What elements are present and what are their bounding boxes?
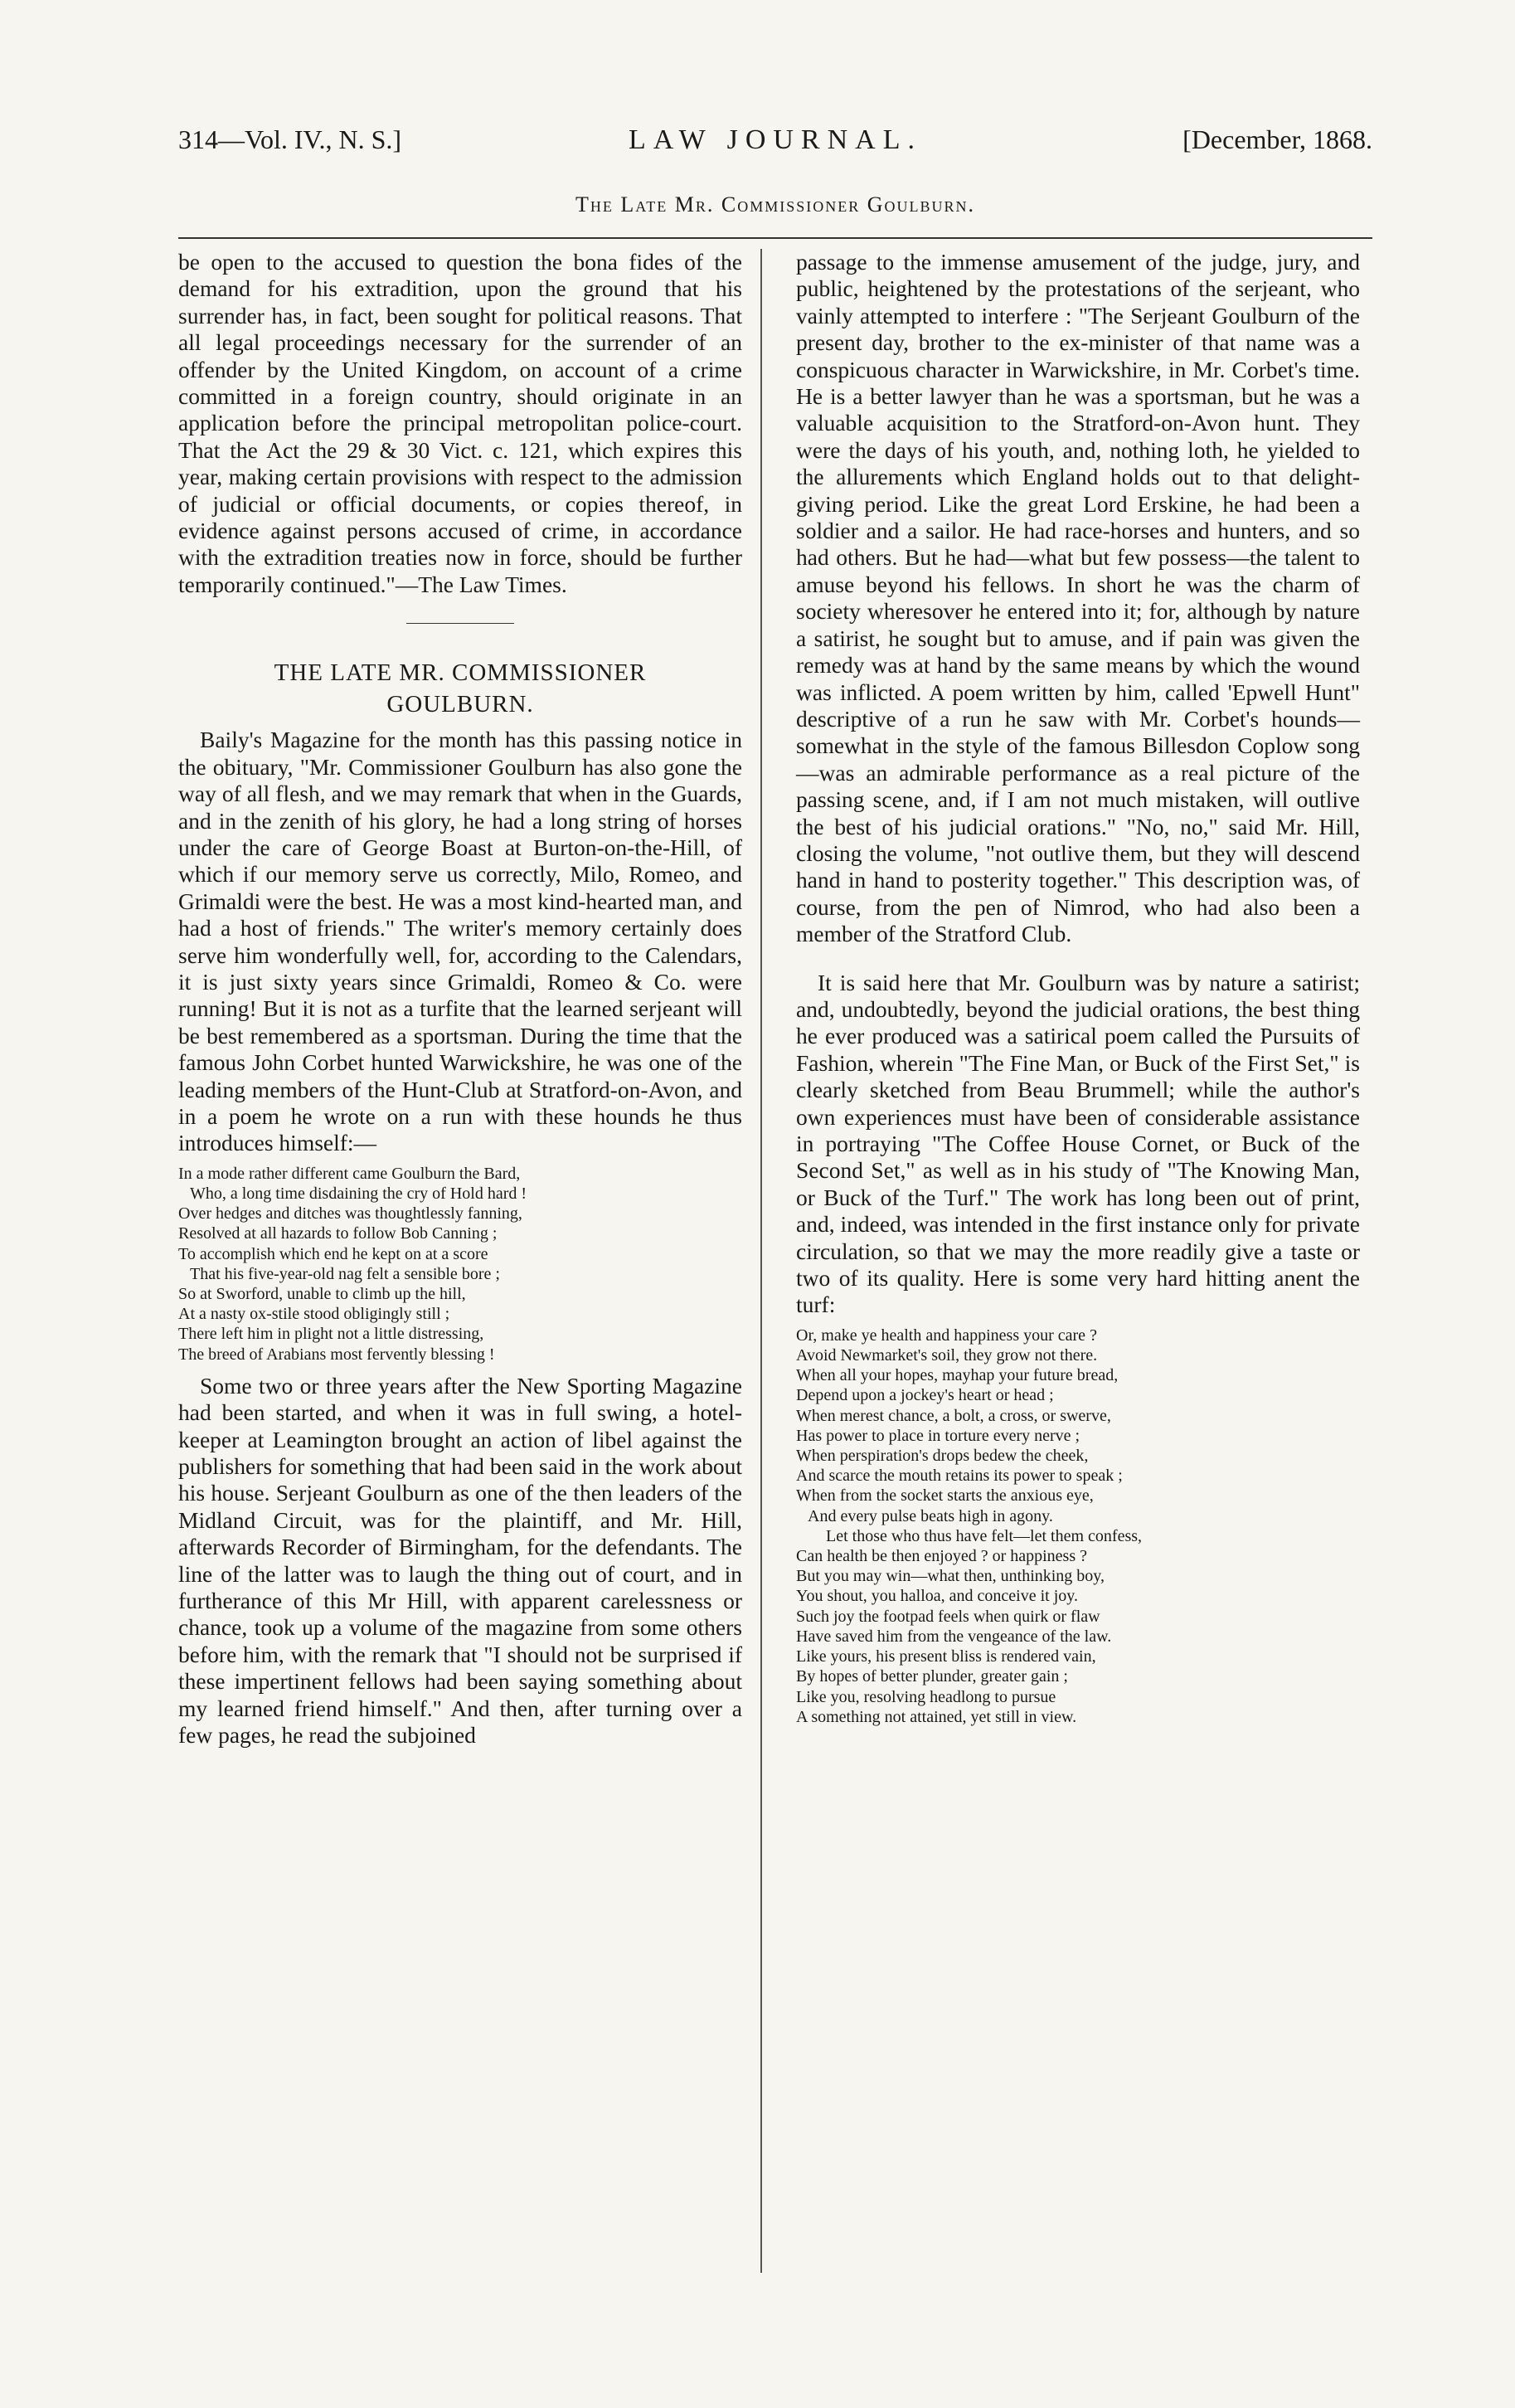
- poem-line: Resolved at all hazards to follow Bob Canning ;: [178, 1224, 498, 1243]
- poem-line: So at Sworford, unable to climb up the hill,: [178, 1285, 466, 1303]
- left-column: [178, 249, 742, 1749]
- poem-line: When perspiration's drops bedew the cheek,: [796, 1447, 1089, 1466]
- left-paragraph-1: be open to the accused to question the bona fides of the demand for his extradition, upon the ground that his surrender has, in fact, been sought for political reasons. That all legal proceedings necessary for the surrender of an offender by the United Kingdom, on account of a crime committed in a foreign country, should originate in an application before the principal metropolitan police-court. That the Act the 29 & 30 Vict. c. 121, which expires this year, making certain provisions with respect to the admission of judicial or official documents, or copies thereof, in evidence against persons accused of crime, in accordance with the extradition treaties now in force, should be further temporarily continued."—The Law Times.: [178, 249, 742, 597]
- header-volume: 314—Vol. IV., N. S.]: [178, 124, 402, 154]
- article-title-line-2: GOULBURN.: [386, 691, 534, 718]
- poem-line: A something not attained, yet still in view.: [796, 1707, 1077, 1726]
- running-head: The Late Mr. Commissioner Goulburn.: [575, 192, 975, 216]
- poem-line: Depend upon a jockey's heart or head ;: [796, 1386, 1054, 1405]
- section-rule: [406, 623, 514, 624]
- poem-line: By hopes of better plunder, greater gain ;: [796, 1667, 1068, 1686]
- poem-line: Like you, resolving headlong to pursue: [796, 1687, 1056, 1706]
- poem-line: Have saved him from the vengeance of the law.: [796, 1627, 1112, 1646]
- header-journal-title: LAW JOURNAL.: [629, 124, 922, 155]
- poem-line: When from the socket starts the anxious eye,: [796, 1486, 1094, 1506]
- poem-line: Has power to place in torture every nerve ;: [796, 1426, 1080, 1445]
- poem-line: You shout, you halloa, and conceive it joy.: [796, 1587, 1078, 1606]
- poem-line: In a mode rather different came Goulburn the Bard,: [178, 1164, 521, 1183]
- poem-line: At a nasty ox-stile stood obligingly still ;: [178, 1305, 450, 1324]
- left-paragraph-3: Some two or three years after the New Sporting Magazine had been started, and when it was in full swing, a hotel-keeper at Leamington brought an action of libel against the publishers for something that had been said in the work about his house. Serjeant Goulburn as one of the then leaders of the Midland Circuit, was for the plaintiff, and Mr. Hill, afterwards Recorder of Birmingham, for the defendants. The line of the latter was to laugh the thing out of court, and in furtherance of this Mr Hill, with apparent carelessness or chance, took up a volume of the magazine from some others before him, with the remark that "I should not be surprised if these impertinent fellows had been saying something about my learned friend himself." And then, after turning over a few pages, he read the subjoined: [178, 1372, 742, 1749]
- left-paragraph-2: Baily's Magazine for the month has this passing notice in the obituary, "Mr. Commissioner Goulburn has also gone the way of all flesh, and we may remark that when in the Guards, and in the zenith of his glory, he had a long string of horses under the care of George Boast at Burton-on-the-Hill, of which if our memory serve us correctly, Milo, Romeo, and Grimaldi were the best. He was a most kind-hearted man, and had a host of friends." The writer's memory certainly does serve him wonderfully well, for, according to the Calendars, it is just sixty years since Grimaldi, Romeo & Co. were running! But it is not as a turfite that the learned serjeant will be best remembered as a sportsman. During the time that the famous John Corbet hunted Warwickshire, he was one of the leading members of the Hunt-Club at Stratford-on-Avon, and in a poem he wrote on a run with these hounds he thus introduces himself:—: [178, 727, 742, 1156]
- header-date: [December, 1868.: [1182, 124, 1372, 154]
- poem-line: To accomplish which end he kept on at a score: [178, 1244, 488, 1263]
- poem-line: When all your hopes, mayhap your future bread,: [796, 1366, 1119, 1385]
- poem-line: Such joy the footpad feels when quirk or flaw: [796, 1607, 1100, 1626]
- poem-line: The breed of Arabians most fervently blessing !: [178, 1345, 495, 1364]
- right-paragraph-1: passage to the immense amusement of the judge, jury, and public, heightened by the protestations of the serjeant, who vainly attempted to interfere : "The Serjeant Goulburn of the present day, brother to the ex-minister of that name was a conspicuous character in Warwickshire, in Mr. Corbet's time. He is a better lawyer than he was a sportsman, but he was a valuable acquisition to the Stratford-on-Avon hunt. They were the days of his youth, and, nothing loth, he yielded to the allurements which England holds out to that delight-giving period. Like the great Lord Erskine, he had been a soldier and a sailor. He had race-horses and hunters, and so had others. But he had—what but few possess—the talent to amuse beyond his fellows. In short he was the charm of society wheresover he entered into it; for, although by nature a satirist, he sought but to amuse, and if pain was given the remedy was at hand by the same means by which the wound was inflicted. A poem written by him, called 'Epwell Hunt" descriptive of a run he saw with Mr. Corbet's hounds—somewhat in the style of the famous Billesdon Coplow song—was an admirable performance as a real picture of the passing scene, and, if I am not much mistaken, will outlive the best of his judicial orations." "No, no," said Mr. Hill, closing the volume, "not outlive them, but they will descend hand in hand to posterity together." This description was, of course, from the pen of Nimrod, who had also been a member of the Stratford Club.: [796, 249, 1360, 947]
- poem-line: Like yours, his present bliss is rendered vain,: [796, 1647, 1096, 1666]
- right-paragraph-2: It is said here that Mr. Goulburn was by nature a satirist; and, undoubtedly, beyond the judicial orations, the best thing he ever produced was a satirical poem called the Pursuits of Fashion, wherein "The Fine Man, or Buck of the First Set," is clearly sketched from Beau Brummell; while the author's own experiences must have been of considerable assistance in portraying "The Coffee House Cornet, or Buck of the Second Set," as well as in his study of "The Knowing Man, or Buck of the Turf." The work has long been out of print, and, indeed, was intended in the first instance only for private circulation, so that we may the more readily give a taste or two of its quality. Here is some very hard hitting anent the turf:: [796, 969, 1360, 1318]
- poem-line: Who, a long time disdaining the cry of Hold hard !: [190, 1184, 527, 1203]
- page-header: [178, 124, 1372, 174]
- poem-line: And every pulse beats high in agony.: [808, 1506, 1053, 1525]
- poem-line: There left him in plight not a little distressing,: [178, 1325, 484, 1344]
- poem-line: And scarce the mouth retains its power to speak ;: [796, 1467, 1123, 1486]
- poem-line: Or, make ye health and happiness your care ?: [796, 1326, 1097, 1345]
- poem-line: Avoid Newmarket's soil, they grow not there.: [796, 1346, 1098, 1365]
- poem-line: Let those who thus have felt—let them confess,: [826, 1526, 1143, 1545]
- left-poem: [178, 1164, 742, 1365]
- poem-line: But you may win—what then, unthinking boy,: [796, 1567, 1105, 1586]
- article-title: [178, 657, 742, 720]
- column-divider: [760, 249, 762, 2273]
- poem-line: Over hedges and ditches was thoughtlessly fanning,: [178, 1204, 522, 1223]
- right-poem: [796, 1326, 1360, 1727]
- article-title-line-1: THE LATE MR. COMMISSIONER: [274, 659, 647, 687]
- right-column: [796, 249, 1360, 1735]
- poem-line: Can health be then enjoyed ? or happiness ?: [796, 1547, 1087, 1566]
- poem-line: That his five-year-old nag felt a sensible bore ;: [190, 1264, 500, 1283]
- header-rule: [178, 237, 1372, 239]
- poem-line: When merest chance, a bolt, a cross, or swerve,: [796, 1406, 1111, 1425]
